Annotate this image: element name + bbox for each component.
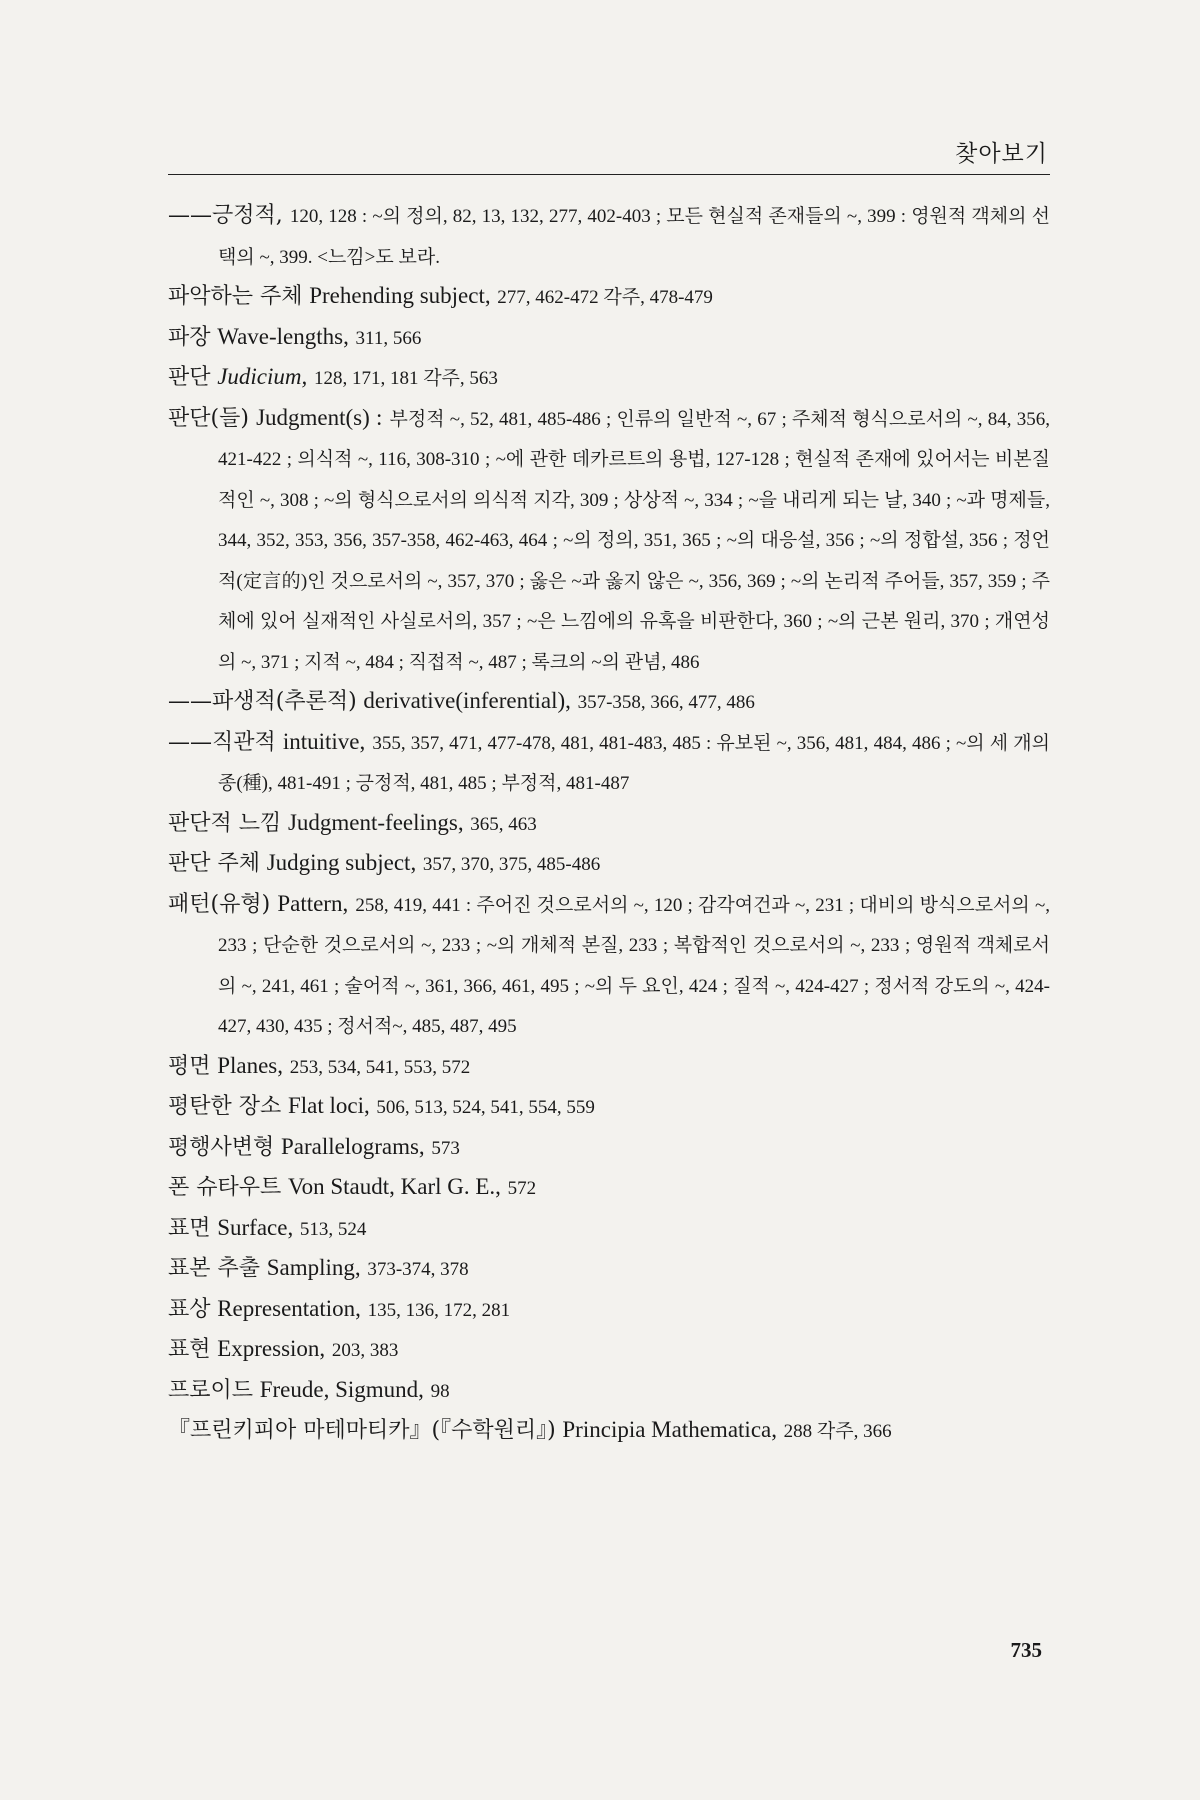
entry-english: Judgment-feelings, [287,809,464,835]
entry-refs: 365, 463 [470,813,537,835]
entry-refs: 277, 462-472 각주, 478-479 [497,287,713,308]
entry-term: 파악하는 주체 [168,284,303,309]
entry-english: Judicium, [217,364,308,389]
entry-term: 표본 추출 [168,1256,261,1281]
entry-english: Parallelograms, [280,1133,425,1159]
entry-refs: 572 [507,1178,537,1199]
index-entry [168,1128,1050,1169]
entry-term: ——직관적 [168,729,276,755]
index-entry [168,885,1050,1047]
entry-refs: 357, 370, 375, 485-486 [422,854,601,875]
entry-english: Prehending subject, [309,283,491,308]
entry-term: 평탄한 장소 [168,1094,282,1119]
index-entry [168,1168,1050,1209]
entry-term: 평면 [168,1053,211,1079]
page-number: 735 [1010,1638,1042,1662]
entry-term: 프로이드 [168,1377,254,1403]
entry-refs: 355, 357, 471, 477-478, 481, 481-483, 485 : 유보된 ~, 356, 481, 484, 486 ; ~의 세 개의 종(種), 481-491 ; 긍정적, 481, 485 ; 부정적, 481-487 [218,732,1050,794]
index-entry [168,1047,1050,1088]
index-entry [168,804,1050,845]
entry-refs: 128, 171, 181 각주, 563 [313,368,498,389]
index-entry [168,1249,1050,1290]
entry-term: 판단 [168,365,211,390]
entry-english: Wave-lengths, [217,323,349,349]
entry-english: intuitive, [282,728,366,754]
page-header [168,126,1050,175]
entry-refs: 253, 534, 541, 553, 572 [289,1056,471,1078]
entry-refs: 513, 524 [299,1218,367,1240]
entry-english: Surface, [217,1214,294,1240]
index-entry [168,277,1050,318]
entry-refs: 573 [431,1137,460,1159]
entry-english: Flat loci, [287,1093,370,1118]
index-entry [168,844,1050,885]
running-head: 찾아보기 [955,141,1048,167]
entry-english: Judgment(s) : [256,404,383,430]
entry-english: Von Staudt, Karl G. E., [287,1174,501,1199]
entry-english: Principia Mathematica, [562,1417,777,1442]
entry-refs: 506, 513, 524, 541, 554, 559 [376,1097,595,1118]
index-entry [168,1330,1050,1371]
entry-term: 판단(들) [168,405,249,431]
entry-english: Planes, [217,1052,284,1078]
entry-term: 판단 주체 [168,851,261,876]
entry-refs: 288 각주, 366 [783,1421,892,1442]
entry-term: 『프린키피아 마테마티카』(『수학원리』) [168,1418,556,1443]
entry-english: Sampling, [266,1255,361,1280]
entry-english: derivative(inferential), [363,688,571,713]
index-entry [168,682,1050,723]
entry-refs: 258, 419, 441 : 주어진 것으로서의 ~, 120 ; 감각여건과 ~, 231 ; 대비의 방식으로서의 ~, 233 ; 단순한 것으로서의 ~, 233 ; ~의 개체적 본질, 233 ; 복합적인 것으로서의 ~, 233 ; 영원적 객체로서의 ~, 241, 461 ; 술어적 ~, 361, 366, 461, 495 ; ~의 두 요인, 424 ; 질적 ~, 424-427 ; 정서적 강도의 ~, 424-427, 430, 435 ; 정서적~, 485, 487, 495 [218,894,1050,1037]
entry-term: 표면 [168,1215,211,1241]
index-list [168,196,1050,1452]
entry-term: 판단적 느낌 [168,810,282,836]
entry-english: Pattern, [277,890,349,916]
index-entry [168,1087,1050,1128]
entry-term: 파장 [168,324,211,350]
entry-term: 표현 [168,1337,211,1362]
index-entry [168,399,1050,683]
entry-term: 표상 [168,1296,211,1322]
entry-term: ——긍정적, [168,203,283,228]
entry-english: Judging subject, [266,850,417,875]
index-entry [168,723,1050,804]
index-entry [168,196,1050,277]
entry-refs: 98 [430,1380,450,1402]
entry-refs: 135, 136, 172, 281 [367,1299,511,1321]
entry-term: ——파생적(추론적) [168,689,357,714]
entry-english: Freude, Sigmund, [259,1376,424,1402]
entry-refs: 357-358, 366, 477, 486 [577,692,755,713]
index-entry [168,318,1050,359]
entry-term: 평행사변형 [168,1134,275,1160]
entry-refs: 부정적 ~, 52, 481, 485-486 ; 인류의 일반적 ~, 67 ; 주체적 형식으로서의 ~, 84, 356, 421-422 ; 의식적 ~, 116, 308-310 ; ~에 관한 데카르트의 용법, 127-128 ; 현실적 존재에 있어서는 비본질적인 ~, 308 ; ~의 형식으로서의 의식적 지각, 309 ; 상상적 ~, 334 ; ~을 내리게 되는 날, 340 ; ~과 명제들, 344, 352, 353, 356, 357-358, 462-463, 464 ; ~의 정의, 351, 365 ; ~의 대응설, 356 ; ~의 정합설, 356 ; 정언적(定言的)인 것으로서의 ~, 357, 370 ; 옳은 ~과 옳지 않은 ~, 356, 369 ; ~의 논리적 주어들, 357, 359 ; 주체에 있어 실재적인 사실로서의, 357 ; ~은 느낌에의 유혹을 비판한다, 360 ; ~의 근본 원리, 370 ; 개연성의 ~, 371 ; 지적 ~, 484 ; 직접적 ~, 487 ; 록크의 ~의 관념, 486 [218,408,1050,673]
entry-english: Expression, [217,1336,326,1361]
entry-term: 폰 슈타우트 [168,1175,282,1200]
index-entry [168,1290,1050,1331]
entry-refs: 311, 566 [355,327,422,349]
entry-term: 패턴(유형) [168,891,271,917]
index-entry [168,1411,1050,1452]
entry-refs: 120, 128 : ~의 정의, 82, 13, 132, 277, 402-403 ; 모든 현실적 존재들의 ~, 399 : 영원적 객체의 선택의 ~, 399. <느낌>도 보라. [218,206,1050,268]
index-entry [168,358,1050,399]
entry-english: Representation, [217,1295,361,1321]
index-entry [168,1371,1050,1412]
entry-refs: 203, 383 [331,1340,399,1361]
entry-refs: 373-374, 378 [367,1259,469,1280]
index-entry [168,1209,1050,1250]
